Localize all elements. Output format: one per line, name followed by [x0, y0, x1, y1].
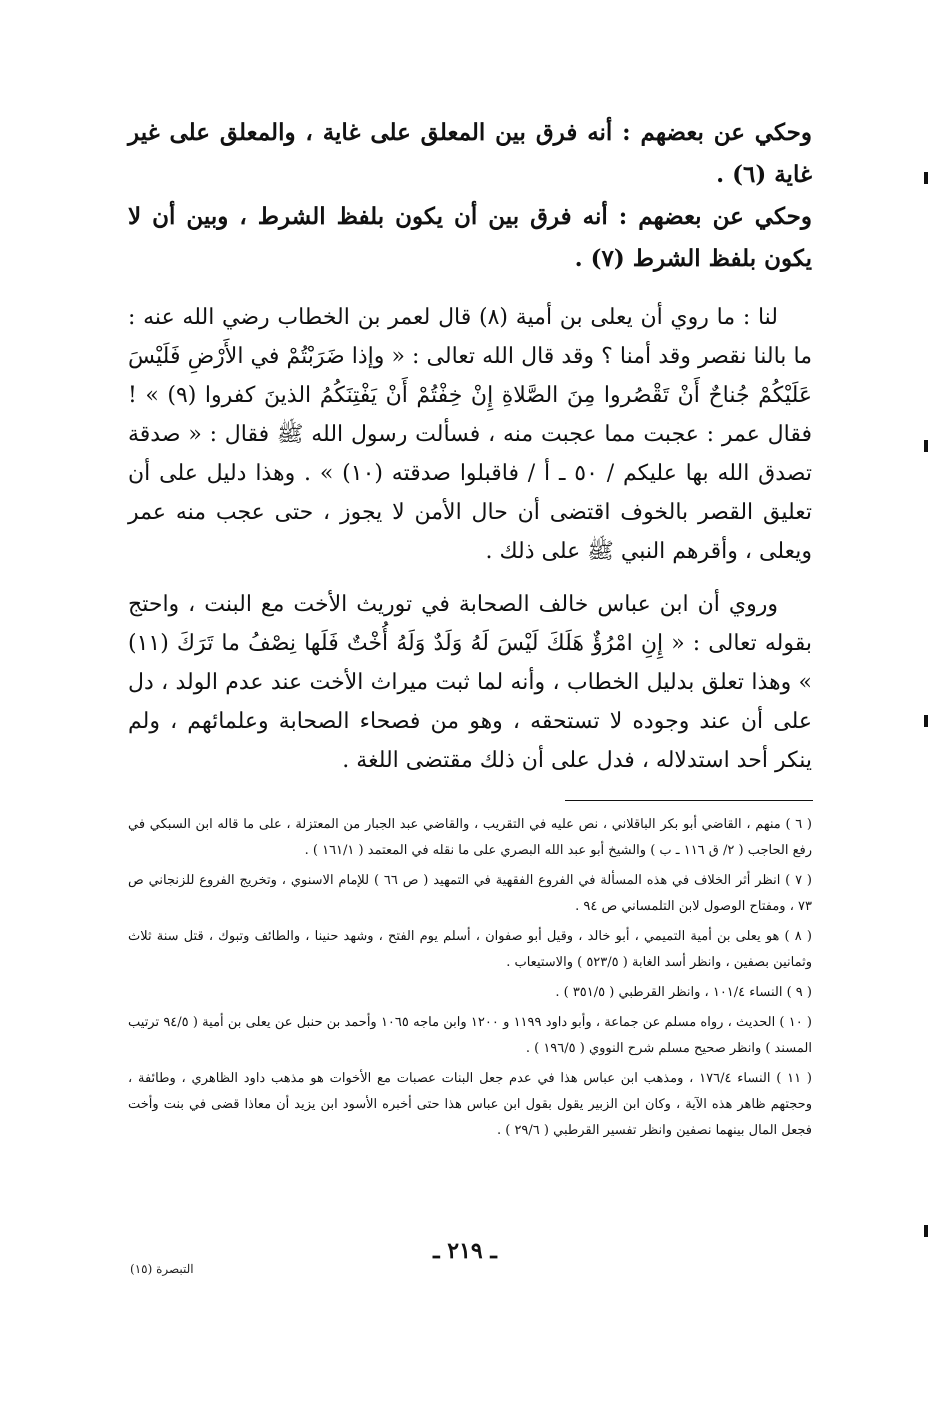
heading-paragraph-2: وحكي عن بعضهم : أنه فرق بين أن يكون بلفظ الشرط ، وبين أن لا يكون بلفظ الشرط (٧) .	[128, 203, 812, 272]
scan-edge-mark	[924, 440, 928, 452]
running-footer: التبصرة (١٥)	[130, 1262, 194, 1276]
scan-edge-mark	[924, 172, 928, 184]
footnote-10: ( ١٠ ) الحديث ، رواه مسلم عن جماعة ، وأبو داود ١١٩٩ و ١٢٠٠ وابن ماجه ١٠٦٥ وأحمد بن حنبل عن يعلى بن أمية ( ٩٤/٥ ترتيب المسند ) وانظر صحيح مسلم شرح النووي ( ١٩٦/٥ ) .	[128, 1015, 813, 1056]
footnote-6: ( ٦ ) منهم ، القاضي أبو بكر الباقلاني ، نص عليه في التقريب ، والقاضي عبد الجبار من المعتزلة ، على ما قاله ابن السبكي في رفع الحاجب ( ٢/ ق ١١٦ ـ ب ) والشيخ أبو عبد الله البصري على ما نقله في المعتمد ( ١٦١/١ ) .	[128, 817, 812, 858]
scan-edge-mark	[924, 715, 928, 727]
heading-paragraph-1: وحكي عن بعضهم : أنه فرق بين المعلق على غاية ، والمعلق على غير غاية (٦) .	[128, 119, 812, 188]
scan-edge-mark	[924, 1225, 928, 1237]
page-number: ـ ٢١٩ ـ	[433, 1238, 497, 1264]
main-text	[128, 112, 812, 280]
footnote-9: ( ٩ ) النساء ١٠١/٤ ، وانظر القرطبي ( ٣٥١/٥ ) .	[555, 985, 812, 1000]
footnote-separator	[565, 800, 813, 801]
footnote-8: ( ٨ ) هو يعلى بن أمية التميمي ، أبو خالد ، وقيل أبو صفوان ، أسلم يوم الفتح ، وشهد حنينا ، والطائف وتبوك ، قتل سنة ثلاث وثمانين بصفين ، وانظر أسد الغابة ( ٥٢٣/٥ ) والاستيعاب .	[128, 929, 812, 970]
footnotes	[128, 812, 812, 1148]
body-paragraph-1: لنا : ما روي أن يعلى بن أمية (٨) قال لعمر بن الخطاب رضي الله عنه : ما بالنا نقصر وقد أمنا ؟ وقد قال الله تعالى : « وإذا ضَرَبْتُمْ في الأَرْضِ فَلَيْسَ عَلَيْكُمْ جُناحٌ أَنْ تَقْصُروا مِنَ الصَّلاةِ إِنْ خِفْتُمْ أَنْ يَفْتِنَكُمُ الذينَ كفروا (٩) » ! فقال عمر : عجبت مما عجبت منه ، فسألت رسول الله ﷺ فقال : « صدقة تصدق الله بها عليكم / ٥٠ ـ أ / فاقبلوا صدقته (١٠) » . وهذا دليل على أن تعليق القصر بالخوف اقتضى أن حال الأمن لا يجوز ، حتى عجب منه عمر ويعلى ، وأقرهم النبي ﷺ على ذلك .	[128, 305, 813, 564]
footnote-7: ( ٧ ) انظر أثر الخلاف في هذه المسألة في الفروع الفقهية في التمهيد ( ص ٦٦ ) للإمام الاسنوي ، وتخريج الفروع للزنجاني ص ٧٣ ، ومفتاح الوصول لابن التلمساني ص ٩٤ .	[128, 873, 812, 914]
footnote-11: ( ١١ ) النساء ١٧٦/٤ ، ومذهب ابن عباس هذا في عدم جعل البنات عصبات مع الأخوات هو مذهب داود الظاهري ، وطائفة ، وحجتهم ظاهر هذه الآية ، وكان ابن الزبير يقول بقول ابن عباس هذا حتى أخبره الأسود ابن يزيد أن معاذا قضى في بنت وأخت فجعل المال بينهما نصفين وانظر تفسير القرطبي ( ٢٩/٦ ) .	[128, 1071, 813, 1138]
body-paragraph-2: وروي أن ابن عباس خالف الصحابة في توريث الأخت مع البنت ، واحتج بقوله تعالى : « إِنِ امْرُؤٌ هَلَكَ لَيْسَ لَهُ وَلَدٌ وَلَهُ أُخْتٌ فَلَها نِصْفُ ما تَرَكَ (١١) » وهذا تعلق بدليل الخطاب ، وأنه لما ثبت ميراث الأخت عند عدم الولد ، دل على أن عند وجوده لا تستحقه ، وهو من فصحاء الصحابة وعلمائهم ، ولم ينكر أحد استدلاله ، فدل على أن ذلك مقتضى اللغة .	[128, 592, 812, 773]
body-text	[128, 298, 812, 780]
